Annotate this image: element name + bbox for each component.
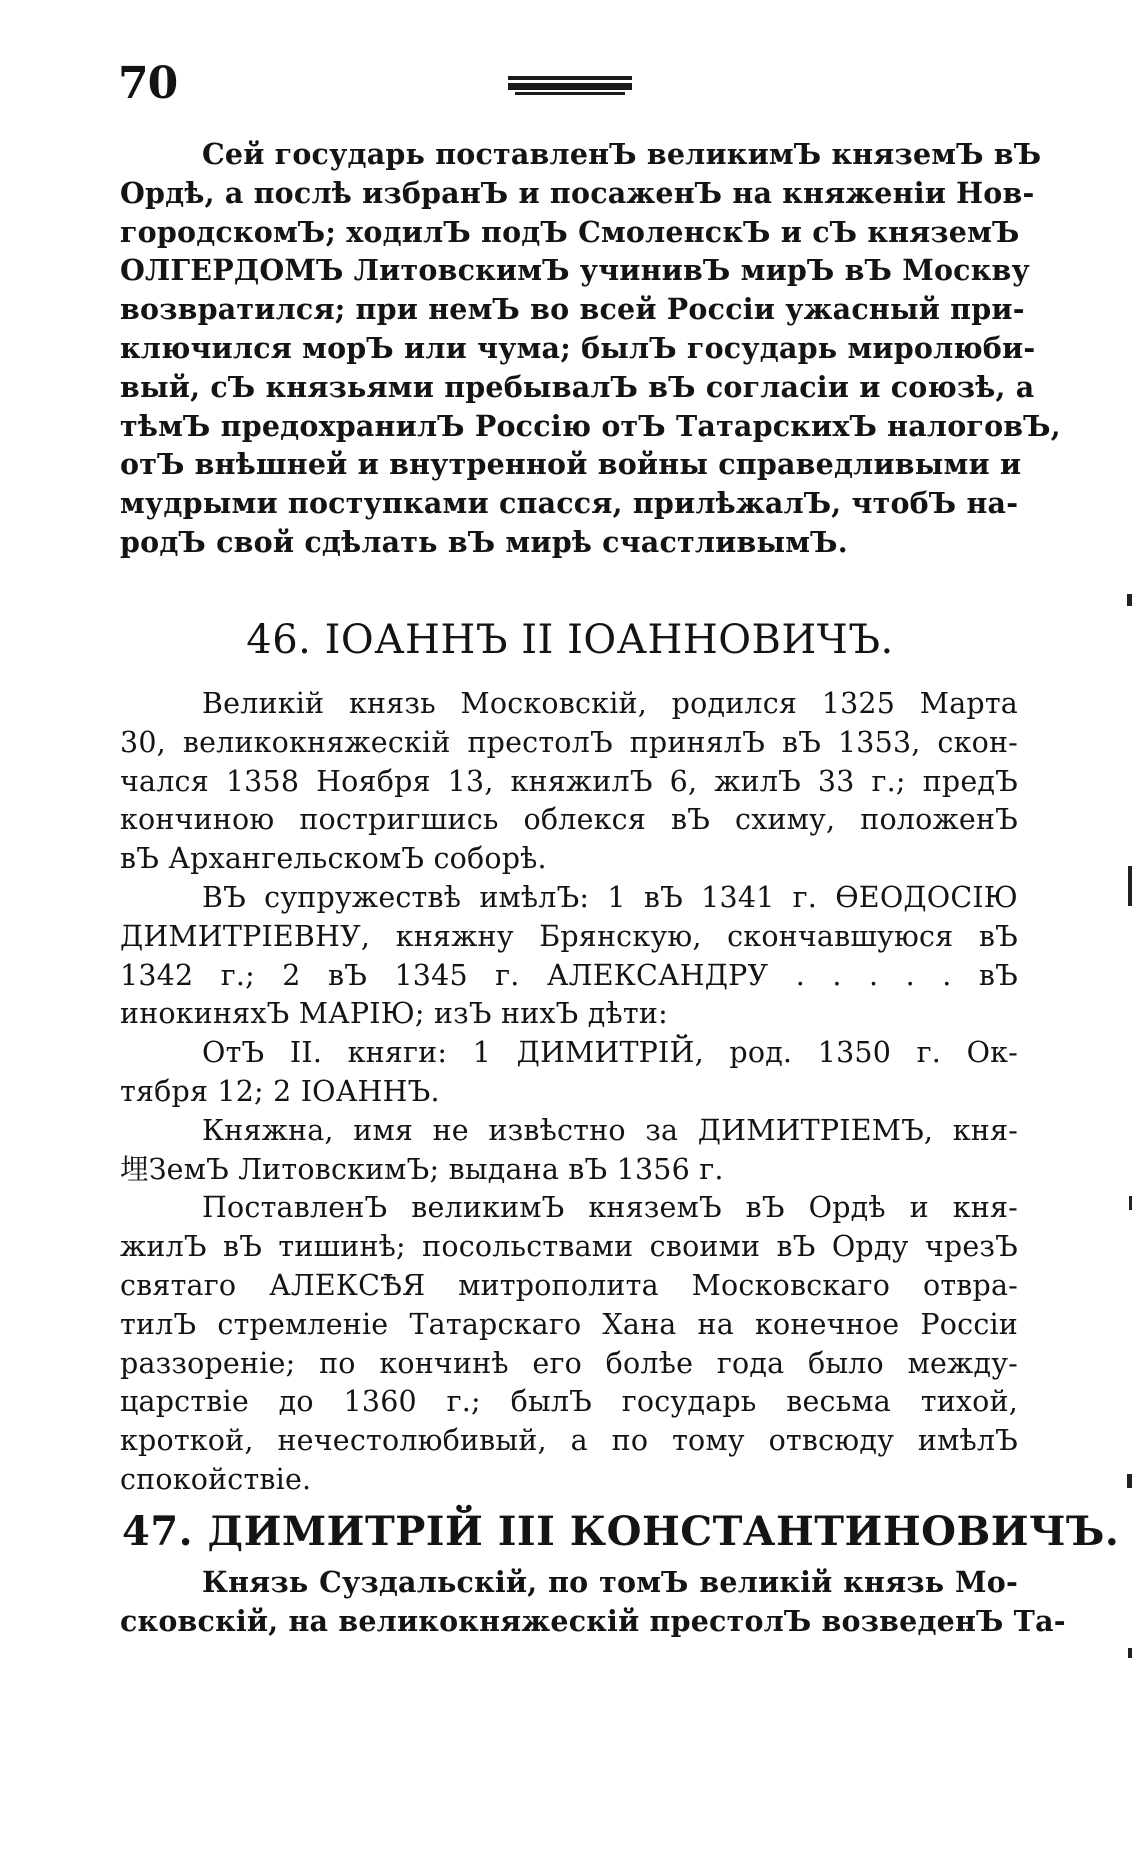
ornament-bar-middle — [508, 83, 632, 90]
text-line: царствіе до 1360 г.; былЪ государь весьма тихой, — [120, 1385, 1018, 1419]
text-line: ВЪ супружествѣ имѣлЪ: 1 вЪ 1341 г. ѲЕОДОСІЮ — [202, 880, 1018, 914]
text-line: святаго АЛЕКСѢЯ митрополита Московскаго отвра- — [120, 1268, 1018, 1302]
text-line: 埋ЗемЪ ЛитовскимЪ; выдана вЪ 1356 г. — [120, 1152, 724, 1186]
text-line: тилЪ стремленіе Татарскаго Хана на конечное Россіи — [120, 1307, 1018, 1341]
text-line: тѣмЪ предохранилЪ Россію отЪ ТатарскихЪ налоговЪ, — [120, 408, 1061, 443]
text-line: отЪ внѣшней и внутренной войны справедливыми и — [120, 447, 1022, 482]
text-line: спокойствіе. — [120, 1462, 312, 1496]
text-line: раззореніе; по кончинѣ его болѣе года было между- — [120, 1346, 1018, 1380]
text-line: Великій князь Московскій, родился 1325 Марта — [202, 687, 1018, 720]
section-47-body — [120, 1563, 1066, 1641]
text-line: родЪ свой сдѣлать вЪ мирѣ счастливымЪ. — [120, 524, 848, 559]
ornament-bar-top — [508, 76, 632, 80]
text-line: вый, сЪ князьями пребывалЪ вЪ согласіи и союзѣ, а — [120, 369, 1035, 404]
margin-scan-marks — [1110, 0, 1140, 1862]
text-line: ключился морЪ или чума; былЪ государь миролюби- — [120, 330, 1036, 365]
text-line: Княжна, имя не извѣстно за ДИМИТРІЕМЪ, кня- — [202, 1113, 1018, 1147]
text-line: кроткой, нечестолюбивый, а по тому отвсюду имѣлЪ — [120, 1424, 1018, 1458]
scan-speck — [1128, 1648, 1132, 1658]
text-line: жилЪ вЪ тишинѣ; посольствами своими вЪ Орду чрезЪ — [120, 1230, 1018, 1264]
text-line: чался 1358 Ноября 13, княжилЪ 6, жилЪ 33 г.; предЪ — [120, 764, 1018, 798]
scan-speck — [1127, 594, 1132, 606]
scan-speck — [1128, 866, 1132, 906]
text-line: ОтЪ II. княги: 1 ДИМИТРІЙ, род. 1350 г. Ок- — [202, 1036, 1018, 1070]
text-line: Князь Суздальскій, по томЪ великій князь Мо- — [202, 1565, 1018, 1599]
text-line: ДИМИТРІЕВНУ, княжну Брянскую, скончавшуюся вЪ — [120, 919, 1018, 953]
text-line: мудрыми поступками спасся, прилѣжалЪ, чтобЪ на- — [120, 486, 1019, 521]
text-line: инокиняхЪ МАРІЮ; изЪ нихЪ дѣти: — [120, 997, 668, 1031]
text-line: возвратился; при немЪ во всей Россіи ужасный при- — [120, 292, 1025, 327]
text-line: тября 12; 2 ІОАННЪ. — [120, 1074, 440, 1108]
text-line: городскомЪ; ходилЪ подЪ СмоленскЪ и сЪ княземЪ — [120, 214, 1020, 249]
section-heading-46: 46. ІОАННЪ II ІОАННОВИЧЪ. — [246, 617, 894, 663]
section-heading-47: 47. ДИМИТРІЙ III КОНСТАНТИНОВИЧЪ. — [122, 1508, 1120, 1555]
scan-speck — [1129, 1196, 1132, 1210]
text-line: ОЛГЕРДОМЪ ЛитовскимЪ учинивЪ мирЪ вЪ Москву — [120, 253, 1030, 288]
text-line: Сей государь поставленЪ великимЪ княземЪ вЪ — [202, 137, 1042, 171]
text-line: Ордѣ, а послѣ избранЪ и посаженЪ на княженіи Нов- — [120, 175, 1035, 210]
text-line: вЪ АрхангельскомЪ соборѣ. — [120, 842, 547, 876]
text-line: сковскій, на великокняжескій престолЪ возведенЪ Та- — [120, 1603, 1066, 1638]
scan-speck — [1127, 1474, 1132, 1488]
page-number: 70 — [118, 58, 178, 109]
text-line: ПоставленЪ великимЪ княземЪ вЪ Ордѣ и кня- — [202, 1191, 1018, 1225]
continuation-paragraph — [120, 135, 1061, 562]
text-line: 30, великокняжескій престолЪ принялЪ вЪ 1353, скон- — [120, 725, 1018, 759]
header-ornament-rule — [508, 76, 632, 96]
section-46-body — [120, 685, 1018, 1500]
text-line: кончиною постригшись облекся вЪ схиму, положенЪ — [120, 803, 1018, 837]
text-line: 1342 г.; 2 вЪ 1345 г. АЛЕКСАНДРУ . . . . . вЪ — [120, 958, 1018, 992]
ornament-bar-bottom — [515, 92, 625, 95]
